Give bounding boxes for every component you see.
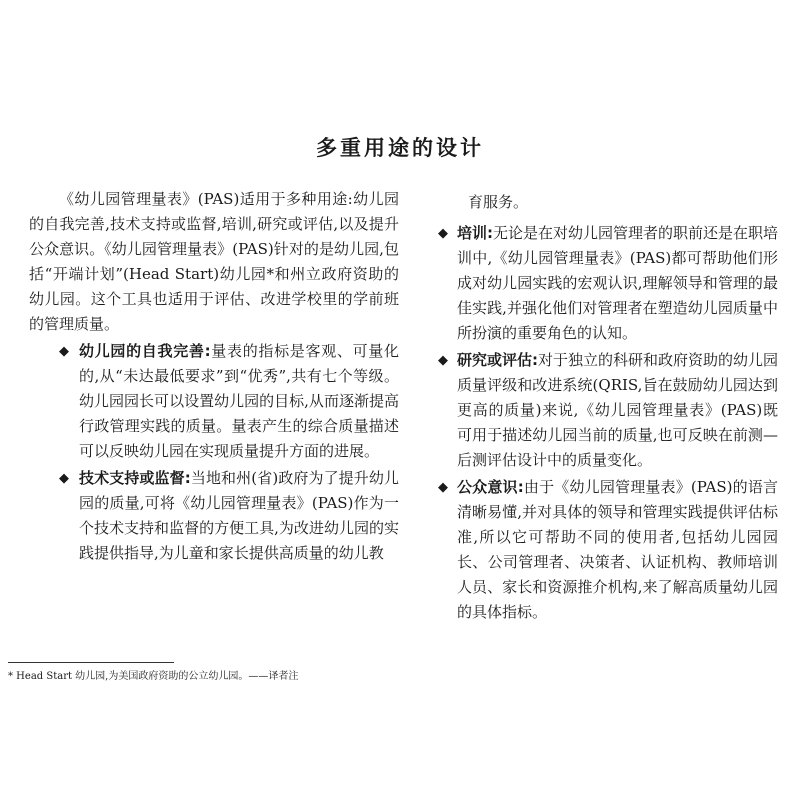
item-heading: 技术支持或监督: [79, 469, 191, 487]
item-body: 由于《幼儿园管理量表》(PAS)的语言清晰易懂,并对具体的领导和管理实践提供评估标准,所以它可帮助不同的使用者,包括幼儿园园长、公司管理者、决策者、认证机构、教师培训人员、家长和资源推介机构,来了解高质量幼儿园的具体指标。 [457, 478, 779, 621]
diamond-bullet-icon: ◆ [438, 353, 448, 368]
right-column [438, 190, 778, 625]
item-heading: 研究或评估: [457, 351, 538, 369]
list-item-research [438, 348, 778, 473]
list-item-training [438, 221, 778, 346]
list-item-public-awareness [438, 475, 778, 625]
page-title: 多重用途的设计 [316, 136, 484, 160]
list-item-self-improvement [29, 339, 399, 464]
item-body: 当地和州(省)政府为了提升幼儿园的质量,可将《幼儿园管理量表》(PAS)作为一个技术支持和监督的方便工具,为改进幼儿园的实践提供指导,为儿童和家长提供高质量的幼儿教 [79, 469, 399, 562]
continued-text: 育服务。 [468, 193, 529, 211]
footnote: * Head Start 幼儿园,为美国政府资助的公立幼儿园。——译者注 [8, 671, 299, 682]
item-heading: 培训: [457, 224, 493, 242]
footnote-divider [8, 662, 174, 663]
item-heading: 公众意识: [457, 478, 524, 496]
left-column [29, 187, 399, 566]
diamond-bullet-icon: ◆ [59, 344, 69, 359]
item-heading: 幼儿园的自我完善: [79, 342, 211, 360]
intro-paragraph: 《幼儿园管理量表》(PAS)适用于多种用途:幼儿园的自我完善,技术支持或监督,培训,研究或评估,以及提升公众意识。《幼儿园管理量表》(PAS)针对的是幼儿园,包括“开端计划”(Head Start)幼儿园*和州立政府资助的幼儿园。这个工具也适用于评估、改进学校里的学前班的管理质量。 [29, 190, 399, 333]
diamond-bullet-icon: ◆ [438, 226, 448, 241]
item-body: 对于独立的科研和政府资助的幼儿园质量评级和改进系统(QRIS,旨在鼓励幼儿园达到更高的质量)来说,《幼儿园管理量表》(PAS)既可用于描述幼儿园当前的质量,也可反映在前测—后测评估设计中的质量变化。 [457, 351, 779, 469]
diamond-bullet-icon: ◆ [438, 480, 448, 495]
list-item-technical-support [29, 466, 399, 566]
item-body: 无论是在对幼儿园管理者的职前还是在职培训中,《幼儿园管理量表》(PAS)都可帮助他们形成对幼儿园实践的宏观认识,理解领导和管理的最佳实践,并强化他们对管理者在塑造幼儿园质量中所扮演的重要角色的认知。 [457, 224, 779, 342]
item-body: 量表的指标是客观、可量化的,从“未达最低要求”到“优秀”,共有七个等级。幼儿园园长可以设置幼儿园的目标,从而逐渐提高行政管理实践的质量。量表产生的综合质量描述可以反映幼儿园在实现质量提升方面的进展。 [79, 342, 399, 460]
diamond-bullet-icon: ◆ [59, 471, 69, 486]
